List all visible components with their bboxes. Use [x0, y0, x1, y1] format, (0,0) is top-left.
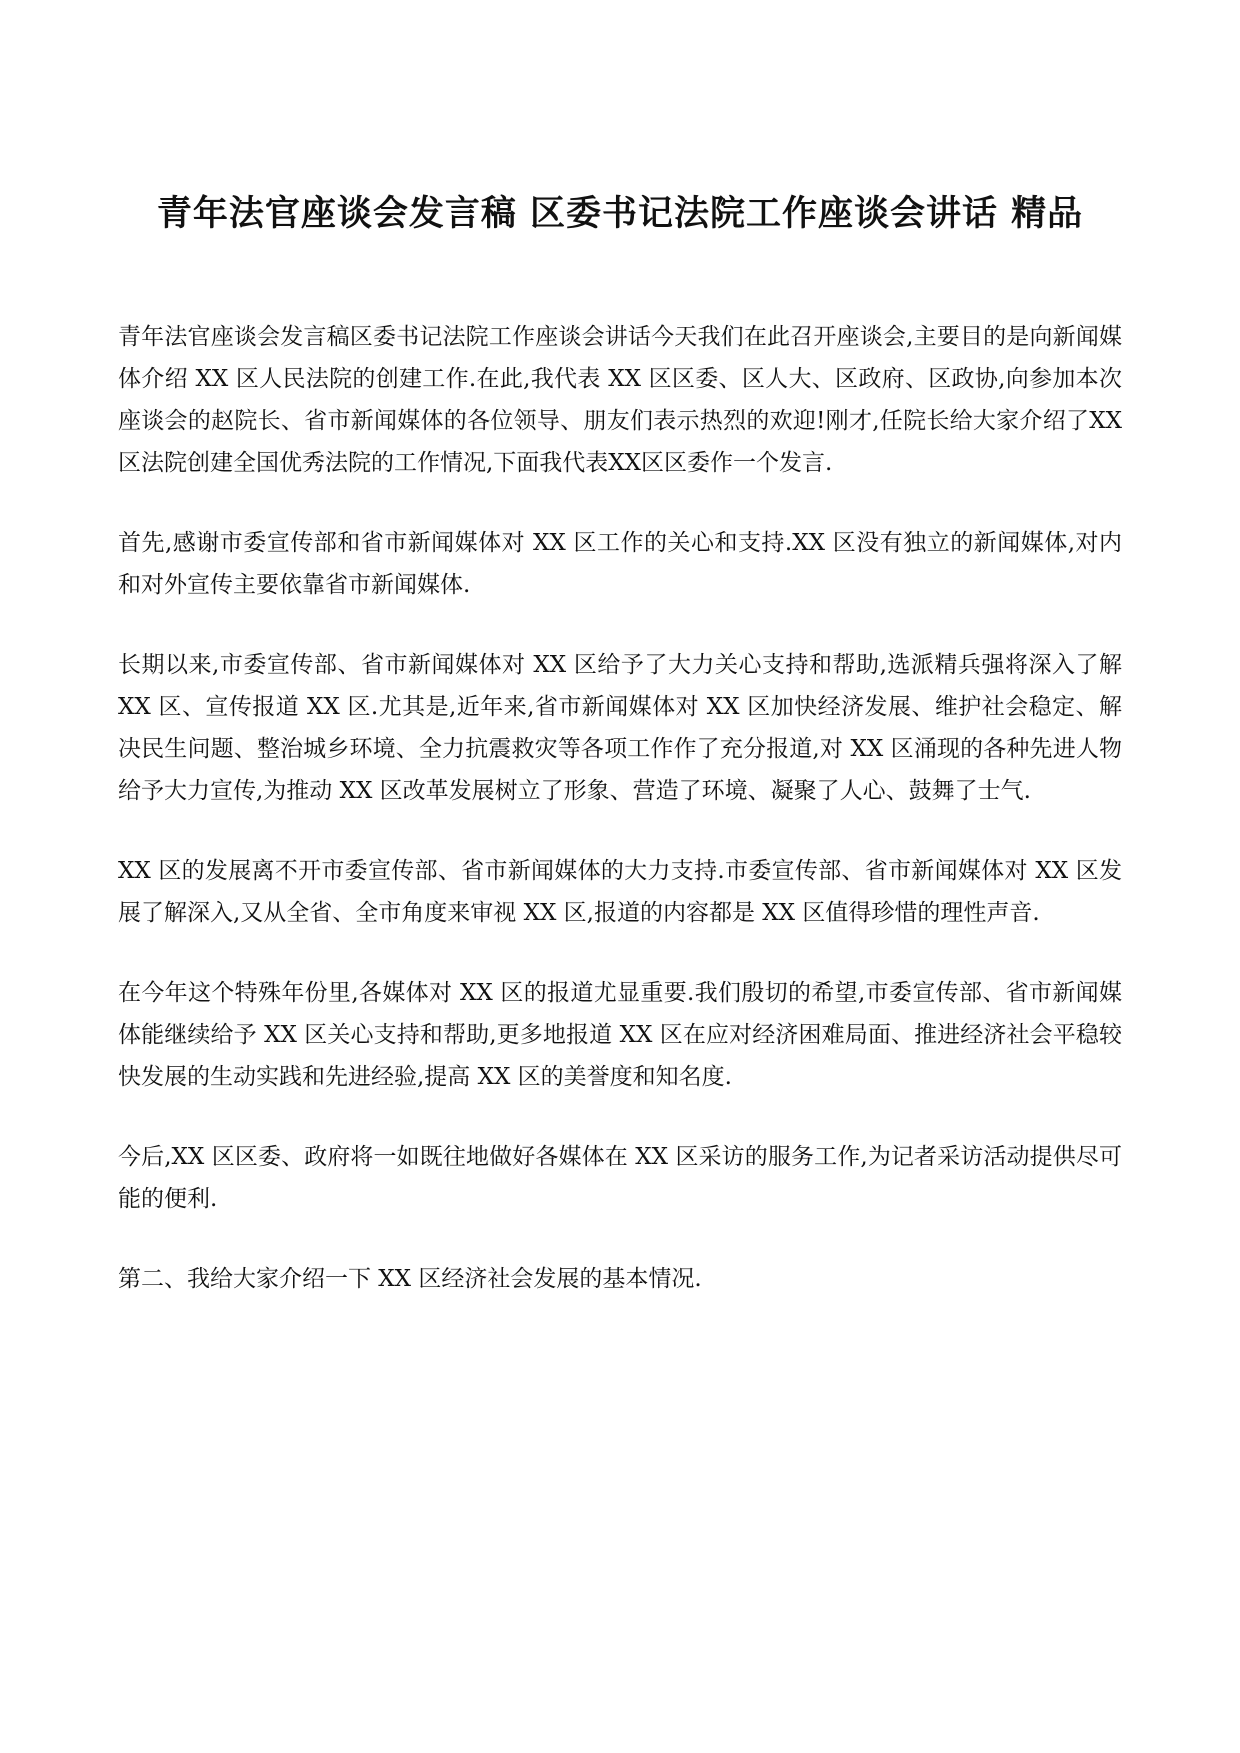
paragraph-intro: 青年法官座谈会发言稿区委书记法院工作座谈会讲话今天我们在此召开座谈会,主要目的是向新闻媒体介绍 XX 区人民法院的创建工作.在此,我代表 XX 区区委、区人大、区政府、区政协,向参加本次座谈会的赵院长、省市新闻媒体的各位领导、朋友们表示热烈的欢迎!刚才,任院长给大家介绍了XX区法院创建全国优秀法院的工作情况,下面我代表XX区区委作一个发言. [118, 324, 1122, 476]
document-body [118, 316, 1122, 1338]
paragraph-second-point: 第二、我给大家介绍一下 XX 区经济社会发展的基本情况. [118, 1266, 702, 1292]
paragraph-long-term-support: 长期以来,市委宣传部、省市新闻媒体对 XX 区给予了大力关心支持和帮助,选派精兵强将深入了解 XX 区、宣传报道 XX 区.尤其是,近年来,省市新闻媒体对 XX 区加快经济发展、维护社会稳定、解决民生问题、整治城乡环境、全力抗震救灾等各项工作作了充分报道,对 XX 区涌现的各种先进人物给予大力宣传,为推动 XX 区改革发展树立了形象、营造了环境、凝聚了人心、鼓舞了士气. [118, 652, 1122, 804]
paragraph-this-year: 在今年这个特殊年份里,各媒体对 XX 区的报道尤显重要.我们殷切的希望,市委宣传部、省市新闻媒体能继续给予 XX 区关心支持和帮助,更多地报道 XX 区在应对经济困难局面、推进经济社会平稳较快发展的生动实践和先进经验,提高 XX 区的美誉度和知名度. [118, 980, 1122, 1090]
paragraph-development: XX 区的发展离不开市委宣传部、省市新闻媒体的大力支持.市委宣传部、省市新闻媒体对 XX 区发展了解深入,又从全省、全市角度来审视 XX 区,报道的内容都是 XX 区值得珍惜的理性声音. [118, 858, 1122, 926]
document-title: 青年法官座谈会发言稿 区委书记法院工作座谈会讲话 精品 [156, 194, 1084, 234]
paragraph-thanks: 首先,感谢市委宣传部和省市新闻媒体对 XX 区工作的关心和支持.XX 区没有独立的新闻媒体,对内和对外宣传主要依靠省市新闻媒体. [118, 530, 1122, 598]
paragraph-future-service: 今后,XX 区区委、政府将一如既往地做好各媒体在 XX 区采访的服务工作,为记者采访活动提供尽可能的便利. [118, 1144, 1122, 1212]
